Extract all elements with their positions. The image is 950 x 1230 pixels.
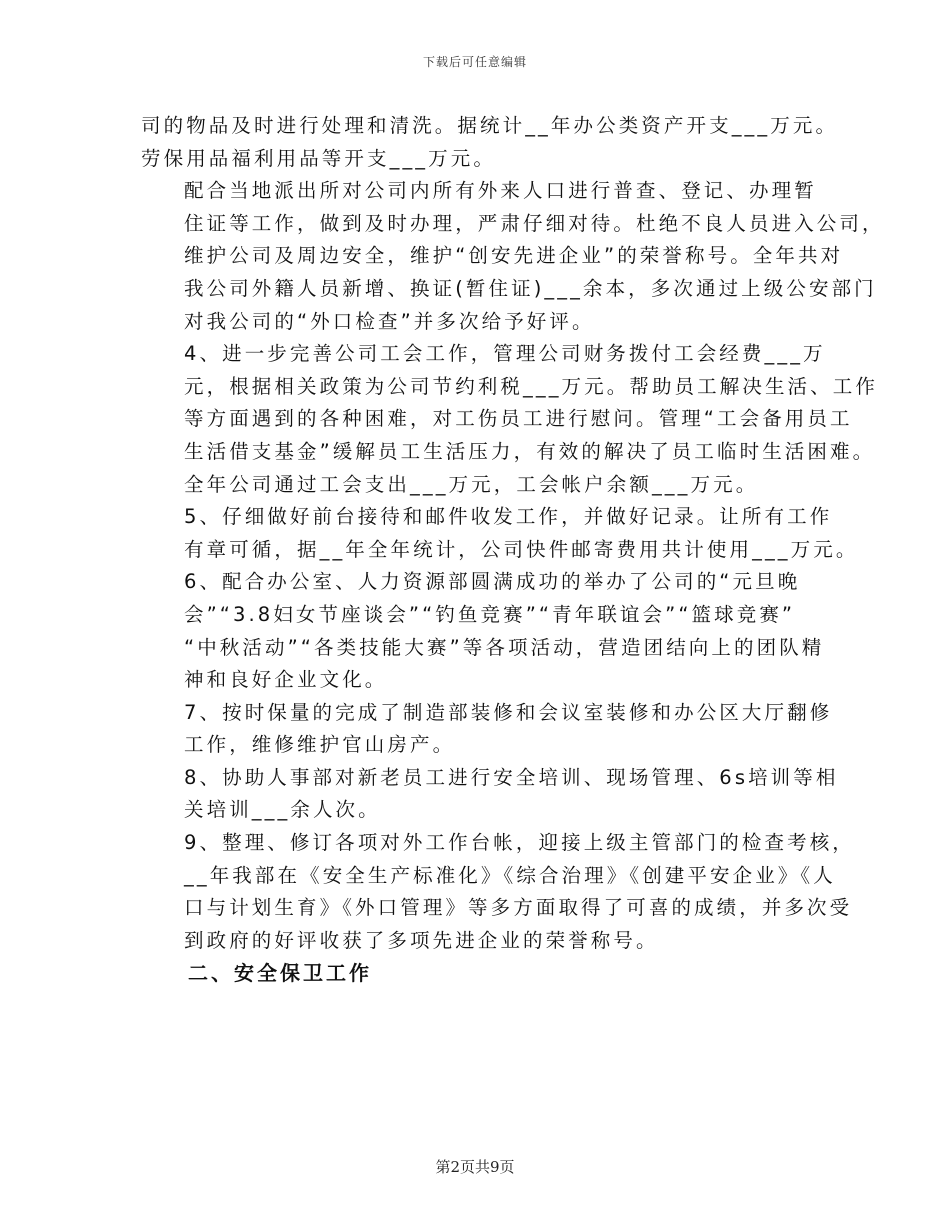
text-line: __年我部在《安全生产标准化》《综合治理》《创建平安企业》《人 xyxy=(184,863,836,887)
text-line: 7、按时保量的完成了制造部装修和会议室装修和办公区大厅翻修 xyxy=(184,700,833,724)
paragraph xyxy=(141,175,885,338)
text-line: 5、仔细做好前台接待和邮件收发工作，并做好记录。让所有工作 xyxy=(184,505,833,529)
paragraph xyxy=(141,501,859,566)
text-line: 生活借支基金”缓解员工生活压力，有效的解决了员工临时生活困难。 xyxy=(184,439,876,463)
text-line: 关培训___余人次。 xyxy=(184,798,381,822)
text-line: 会”“3.8妇女节座谈会”“钓鱼竞赛”“青年联谊会”“篮球竞赛” xyxy=(184,602,796,626)
text-line: 到政府的好评收获了多项先进企业的荣誉称号。 xyxy=(184,928,659,952)
text-line: 有章可循，据__年全年统计，公司快件邮寄费用共计使用___万元。 xyxy=(184,537,859,561)
text-line: “中秋活动”“各类技能大赛”等各项活动，营造团结向上的团队精 xyxy=(184,635,825,659)
page-number: 第2页共9页 xyxy=(435,1158,515,1176)
document-body xyxy=(141,110,885,989)
text-line: 工作，维修维护官山房产。 xyxy=(184,733,456,757)
text-line: 8、协助人事部对新老员工进行安全培训、现场管理、6s培训等相 xyxy=(184,765,839,789)
text-line: 等方面遇到的各种困难，对工伤员工进行慰问。管理“工会备用员工 xyxy=(184,407,853,431)
text-line: 神和良好企业文化。 xyxy=(184,668,388,692)
page-header: 下载后可任意编辑 xyxy=(422,55,527,69)
text-line: 全年公司通过工会支出___万元，工会帐户余额___万元。 xyxy=(184,472,759,496)
section-heading: 二、安全保卫工作 xyxy=(188,961,372,986)
paragraph xyxy=(141,110,839,175)
paragraph xyxy=(141,827,855,957)
paragraph xyxy=(141,762,839,827)
text-line: 元，根据相关政策为公司节约利税___万元。帮助员工解决生活、工作 xyxy=(184,374,878,398)
text-line: 劳保用品福利用品等开支___万元。 xyxy=(141,146,496,170)
text-line: 6、配合办公室、人力资源部圆满成功的举办了公司的“元旦晚 xyxy=(184,570,801,594)
text-line: 对我公司的“外口检查”并多次给予好评。 xyxy=(184,309,595,333)
text-line: 4、进一步完善公司工会工作，管理公司财务拨付工会经费___万 xyxy=(184,342,826,366)
paragraph xyxy=(141,338,878,501)
text-line: 司的物品及时进行处理和清洗。据统计__年办公类资产开支___万元。 xyxy=(141,114,839,137)
text-line: 配合当地派出所对公司内所有外来人口进行普查、登记、办理暂 xyxy=(184,179,817,203)
text-line: 住证等工作，做到及时办理，严肃仔细对待。杜绝不良人员进入公司， xyxy=(184,211,885,235)
paragraph xyxy=(141,697,833,762)
text-line: 9、整理、修订各项对外工作台帐，迎接上级主管部门的检查考核， xyxy=(184,831,855,855)
text-line: 维护公司及周边安全，维护“创安先进企业”的荣誉称号。全年共对 xyxy=(184,244,844,268)
paragraph xyxy=(141,566,825,696)
text-line: 口与计划生育》《外口管理》等多方面取得了可喜的成绩，并多次受 xyxy=(184,896,853,920)
text-line: 我公司外籍人员新增、换证(暂住证)___余本，多次通过上级公安部门 xyxy=(184,276,877,300)
paragraph-list xyxy=(141,110,885,957)
